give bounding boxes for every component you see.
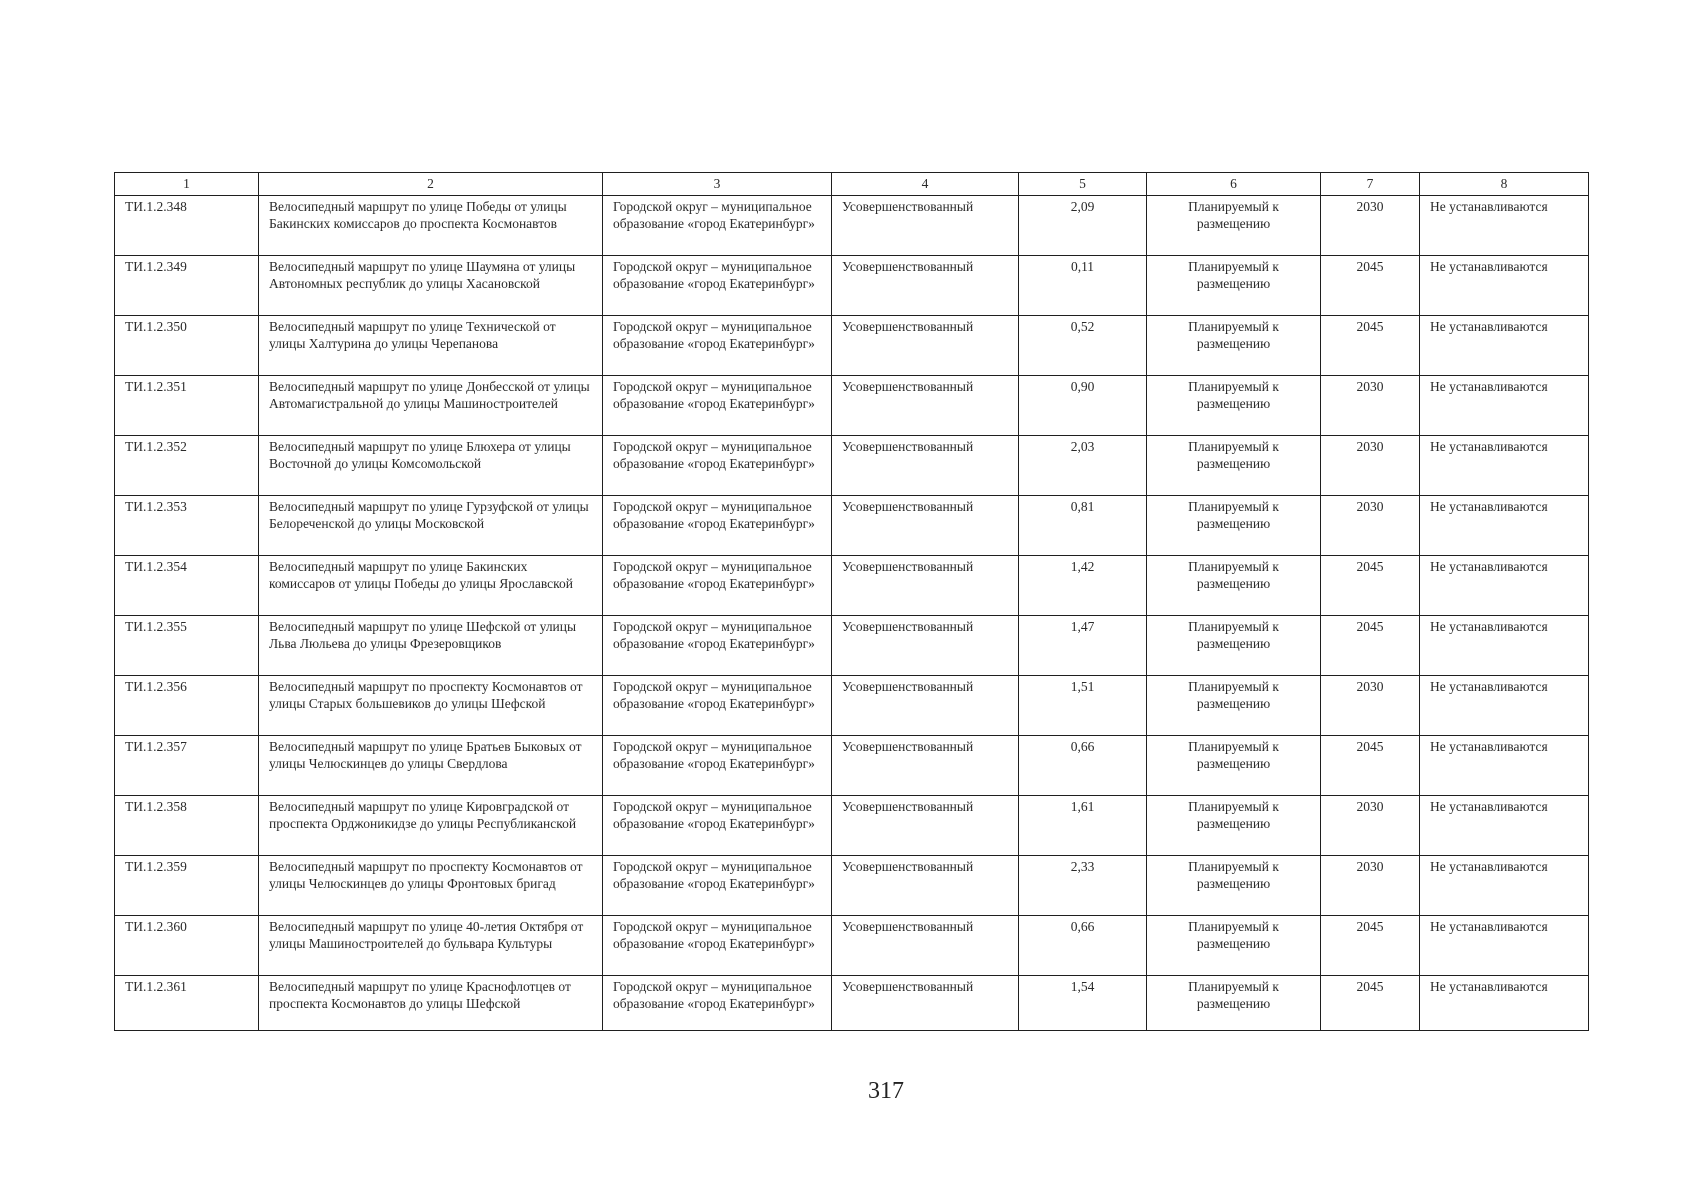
route-name-cell: Велосипедный маршрут по улице Донбесской от улицы Автомагистральной до улицы Машиностроителей — [259, 376, 603, 436]
municipality-cell: Городской округ – муниципальное образование «город Екатеринбург» — [603, 256, 832, 316]
route-id-cell: ТИ.1.2.350 — [115, 316, 259, 376]
route-id-cell: ТИ.1.2.357 — [115, 736, 259, 796]
route-class-cell: Усовершенствованный — [832, 976, 1019, 1031]
route-status-cell: Планируемый к размещению — [1147, 916, 1321, 976]
protection-zones-cell: Не устанавливаются — [1420, 376, 1589, 436]
route-class-cell: Усовершенствованный — [832, 616, 1019, 676]
route-id-cell: ТИ.1.2.348 — [115, 196, 259, 256]
route-status-cell: Планируемый к размещению — [1147, 316, 1321, 376]
protection-zones-cell: Не устанавливаются — [1420, 496, 1589, 556]
route-id-cell: ТИ.1.2.353 — [115, 496, 259, 556]
protection-zones-cell: Не устанавливаются — [1420, 556, 1589, 616]
route-class-cell: Усовершенствованный — [832, 376, 1019, 436]
table-row — [115, 436, 1589, 496]
municipality-cell: Городской округ – муниципальное образование «город Екатеринбург» — [603, 796, 832, 856]
route-name-cell: Велосипедный маршрут по улице Победы от улицы Бакинских комиссаров до проспекта Космонавтов — [259, 196, 603, 256]
protection-zones-cell: Не устанавливаются — [1420, 916, 1589, 976]
municipality-cell: Городской округ – муниципальное образование «город Екатеринбург» — [603, 556, 832, 616]
route-class-cell: Усовершенствованный — [832, 916, 1019, 976]
table-row — [115, 316, 1589, 376]
route-class-cell: Усовершенствованный — [832, 256, 1019, 316]
table-row — [115, 976, 1589, 1031]
table-row — [115, 196, 1589, 256]
route-class-cell: Усовершенствованный — [832, 196, 1019, 256]
route-length-cell: 1,51 — [1019, 676, 1147, 736]
route-year-cell: 2030 — [1321, 856, 1420, 916]
table-row — [115, 856, 1589, 916]
route-name-cell: Велосипедный маршрут по проспекту Космонавтов от улицы Челюскинцев до улицы Фронтовых бригад — [259, 856, 603, 916]
route-year-cell: 2045 — [1321, 256, 1420, 316]
route-length-cell: 0,66 — [1019, 916, 1147, 976]
protection-zones-cell: Не устанавливаются — [1420, 736, 1589, 796]
protection-zones-cell: Не устанавливаются — [1420, 676, 1589, 736]
route-name-cell: Велосипедный маршрут по улице Гурзуфской от улицы Белореченской до улицы Московской — [259, 496, 603, 556]
route-id-cell: ТИ.1.2.352 — [115, 436, 259, 496]
route-status-cell: Планируемый к размещению — [1147, 796, 1321, 856]
route-class-cell: Усовершенствованный — [832, 556, 1019, 616]
column-header: 2 — [259, 173, 603, 196]
table-row — [115, 676, 1589, 736]
route-id-cell: ТИ.1.2.360 — [115, 916, 259, 976]
column-header: 6 — [1147, 173, 1321, 196]
route-length-cell: 2,33 — [1019, 856, 1147, 916]
route-name-cell: Велосипедный маршрут по улице Бакинских комиссаров от улицы Победы до улицы Ярославской — [259, 556, 603, 616]
protection-zones-cell: Не устанавливаются — [1420, 856, 1589, 916]
route-id-cell: ТИ.1.2.349 — [115, 256, 259, 316]
table-row — [115, 496, 1589, 556]
municipality-cell: Городской округ – муниципальное образование «город Екатеринбург» — [603, 676, 832, 736]
route-id-cell: ТИ.1.2.355 — [115, 616, 259, 676]
municipality-cell: Городской округ – муниципальное образование «город Екатеринбург» — [603, 736, 832, 796]
route-year-cell: 2045 — [1321, 736, 1420, 796]
route-year-cell: 2030 — [1321, 496, 1420, 556]
route-name-cell: Велосипедный маршрут по улице Шаумяна от улицы Автономных республик до улицы Хасановской — [259, 256, 603, 316]
municipality-cell: Городской округ – муниципальное образование «город Екатеринбург» — [603, 856, 832, 916]
protection-zones-cell: Не устанавливаются — [1420, 316, 1589, 376]
route-class-cell: Усовершенствованный — [832, 796, 1019, 856]
route-name-cell: Велосипедный маршрут по улице Краснофлотцев от проспекта Космонавтов до улицы Шефской — [259, 976, 603, 1031]
route-name-cell: Велосипедный маршрут по улице 40-летия Октября от улицы Машиностроителей до бульвара Культуры — [259, 916, 603, 976]
route-name-cell: Велосипедный маршрут по улице Шефской от улицы Льва Люльева до улицы Фрезеровщиков — [259, 616, 603, 676]
route-status-cell: Планируемый к размещению — [1147, 736, 1321, 796]
route-status-cell: Планируемый к размещению — [1147, 556, 1321, 616]
route-length-cell: 2,09 — [1019, 196, 1147, 256]
route-year-cell: 2030 — [1321, 376, 1420, 436]
table-row — [115, 376, 1589, 436]
route-year-cell: 2030 — [1321, 676, 1420, 736]
route-year-cell: 2045 — [1321, 316, 1420, 376]
route-length-cell: 0,52 — [1019, 316, 1147, 376]
page-number: 317 — [868, 1078, 904, 1104]
column-header: 7 — [1321, 173, 1420, 196]
protection-zones-cell: Не устанавливаются — [1420, 196, 1589, 256]
route-id-cell: ТИ.1.2.354 — [115, 556, 259, 616]
route-length-cell: 1,54 — [1019, 976, 1147, 1031]
table-header-row — [115, 173, 1589, 196]
route-name-cell: Велосипедный маршрут по улице Блюхера от улицы Восточной до улицы Комсомольской — [259, 436, 603, 496]
route-status-cell: Планируемый к размещению — [1147, 256, 1321, 316]
protection-zones-cell: Не устанавливаются — [1420, 796, 1589, 856]
route-year-cell: 2045 — [1321, 916, 1420, 976]
route-class-cell: Усовершенствованный — [832, 436, 1019, 496]
route-year-cell: 2045 — [1321, 616, 1420, 676]
protection-zones-cell: Не устанавливаются — [1420, 616, 1589, 676]
route-status-cell: Планируемый к размещению — [1147, 436, 1321, 496]
route-status-cell: Планируемый к размещению — [1147, 676, 1321, 736]
route-id-cell: ТИ.1.2.356 — [115, 676, 259, 736]
route-class-cell: Усовершенствованный — [832, 856, 1019, 916]
municipality-cell: Городской округ – муниципальное образование «город Екатеринбург» — [603, 976, 832, 1031]
table-row — [115, 556, 1589, 616]
table-row — [115, 916, 1589, 976]
route-year-cell: 2045 — [1321, 556, 1420, 616]
municipality-cell: Городской округ – муниципальное образование «город Екатеринбург» — [603, 496, 832, 556]
routes-table — [114, 172, 1589, 1031]
column-header: 8 — [1420, 173, 1589, 196]
route-length-cell: 1,61 — [1019, 796, 1147, 856]
column-header: 3 — [603, 173, 832, 196]
route-id-cell: ТИ.1.2.361 — [115, 976, 259, 1031]
route-status-cell: Планируемый к размещению — [1147, 616, 1321, 676]
route-length-cell: 1,47 — [1019, 616, 1147, 676]
municipality-cell: Городской округ – муниципальное образование «город Екатеринбург» — [603, 376, 832, 436]
route-length-cell: 0,81 — [1019, 496, 1147, 556]
route-status-cell: Планируемый к размещению — [1147, 496, 1321, 556]
column-header: 5 — [1019, 173, 1147, 196]
route-class-cell: Усовершенствованный — [832, 676, 1019, 736]
route-length-cell: 0,90 — [1019, 376, 1147, 436]
route-class-cell: Усовершенствованный — [832, 316, 1019, 376]
municipality-cell: Городской округ – муниципальное образование «город Екатеринбург» — [603, 916, 832, 976]
route-id-cell: ТИ.1.2.351 — [115, 376, 259, 436]
route-status-cell: Планируемый к размещению — [1147, 196, 1321, 256]
route-name-cell: Велосипедный маршрут по улице Кировградской от проспекта Орджоникидзе до улицы Республиканской — [259, 796, 603, 856]
route-name-cell: Велосипедный маршрут по проспекту Космонавтов от улицы Старых большевиков до улицы Шефской — [259, 676, 603, 736]
route-name-cell: Велосипедный маршрут по улице Братьев Быковых от улицы Челюскинцев до улицы Свердлова — [259, 736, 603, 796]
route-name-cell: Велосипедный маршрут по улице Технической от улицы Халтурина до улицы Черепанова — [259, 316, 603, 376]
municipality-cell: Городской округ – муниципальное образование «город Екатеринбург» — [603, 316, 832, 376]
protection-zones-cell: Не устанавливаются — [1420, 976, 1589, 1031]
route-length-cell: 2,03 — [1019, 436, 1147, 496]
route-year-cell: 2030 — [1321, 196, 1420, 256]
route-status-cell: Планируемый к размещению — [1147, 376, 1321, 436]
table-row — [115, 616, 1589, 676]
route-id-cell: ТИ.1.2.359 — [115, 856, 259, 916]
column-header: 1 — [115, 173, 259, 196]
route-id-cell: ТИ.1.2.358 — [115, 796, 259, 856]
table-row — [115, 796, 1589, 856]
route-length-cell: 0,66 — [1019, 736, 1147, 796]
table-row — [115, 256, 1589, 316]
route-length-cell: 1,42 — [1019, 556, 1147, 616]
route-status-cell: Планируемый к размещению — [1147, 976, 1321, 1031]
route-class-cell: Усовершенствованный — [832, 736, 1019, 796]
route-length-cell: 0,11 — [1019, 256, 1147, 316]
route-status-cell: Планируемый к размещению — [1147, 856, 1321, 916]
route-class-cell: Усовершенствованный — [832, 496, 1019, 556]
route-year-cell: 2030 — [1321, 436, 1420, 496]
column-header: 4 — [832, 173, 1019, 196]
protection-zones-cell: Не устанавливаются — [1420, 256, 1589, 316]
protection-zones-cell: Не устанавливаются — [1420, 436, 1589, 496]
route-year-cell: 2030 — [1321, 796, 1420, 856]
municipality-cell: Городской округ – муниципальное образование «город Екатеринбург» — [603, 196, 832, 256]
table-row — [115, 736, 1589, 796]
municipality-cell: Городской округ – муниципальное образование «город Екатеринбург» — [603, 436, 832, 496]
municipality-cell: Городской округ – муниципальное образование «город Екатеринбург» — [603, 616, 832, 676]
route-year-cell: 2045 — [1321, 976, 1420, 1031]
